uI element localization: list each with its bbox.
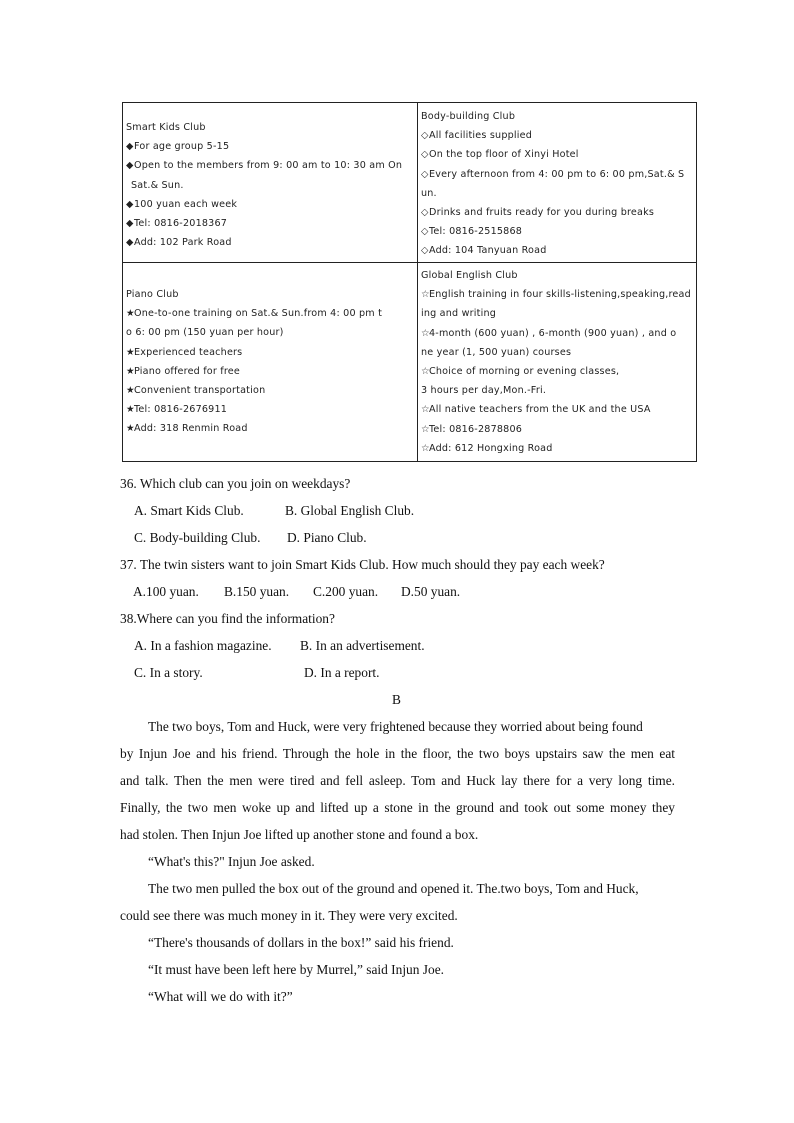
club-title: Global English Club: [421, 270, 518, 281]
clubs-advertisement-table: [122, 102, 697, 462]
section-heading: B: [392, 692, 401, 707]
club-title: Piano Club: [126, 289, 179, 300]
outline-star-bullet-icon: ☆: [421, 442, 430, 454]
passage-line: and talk. Then the men were tired and fell asleep. Tom and Huck lay there for a very long time.: [120, 773, 675, 788]
global-english-club-cell: [418, 263, 697, 462]
club-title: Body-building Club: [421, 111, 516, 122]
piano-club-cell: [123, 263, 418, 462]
diamond-bullet-icon: ◆: [126, 237, 134, 249]
question-37-option-d: D.50 yuan.: [401, 584, 461, 599]
club-detail: ★Tel: 0816-2676911: [126, 400, 414, 419]
passage-line: Finally, the two men woke up and lifted up a stone in the ground and took out some money they: [120, 800, 675, 815]
club-detail: ne year (1, 500 yuan) courses: [421, 346, 572, 358]
club-detail: ◇Every afternoon from 4: 00 pm to 6: 00 pm,Sat.& S: [421, 165, 693, 184]
passage-line: “There's thousands of dollars in the box!” said his friend.: [148, 935, 454, 950]
club-detail: un.: [421, 187, 437, 199]
club-detail: ☆English training in four skills-listening,speaking,read: [421, 285, 693, 304]
club-detail: ★Piano offered for free: [126, 362, 414, 381]
club-detail: ◇On the top floor of Xinyi Hotel: [421, 145, 693, 164]
question-36-option-d: D. Piano Club.: [287, 530, 367, 545]
smart-kids-club-cell: [123, 103, 418, 263]
passage-line: The two men pulled the box out of the ground and opened it. The.two boys, Tom and Huck,: [148, 881, 639, 896]
club-detail: ◆100 yuan each week: [126, 195, 414, 214]
star-bullet-icon: ★: [126, 423, 135, 435]
club-detail: ◇Drinks and fruits ready for you during breaks: [421, 203, 693, 222]
club-detail: Sat.& Sun.: [131, 179, 184, 191]
outline-diamond-bullet-icon: ◇: [421, 226, 429, 238]
star-bullet-icon: ★: [126, 404, 135, 416]
question-38-stem: 38.Where can you find the information?: [120, 611, 335, 626]
club-detail: ☆4-month (600 yuan) , 6-month (900 yuan) , and o: [421, 324, 693, 343]
question-37-option-a: A.100 yuan.: [133, 584, 199, 599]
question-37-option-c: C.200 yuan.: [313, 584, 379, 599]
outline-star-bullet-icon: ☆: [421, 365, 430, 377]
outline-star-bullet-icon: ☆: [421, 289, 430, 301]
outline-diamond-bullet-icon: ◇: [421, 245, 429, 257]
question-38-option-a: A. In a fashion magazine.: [134, 638, 272, 653]
outline-diamond-bullet-icon: ◇: [421, 149, 429, 161]
diamond-bullet-icon: ◆: [126, 160, 134, 172]
question-38-option-c: C. In a story.: [134, 665, 203, 680]
question-37-option-b: B.150 yuan.: [224, 584, 290, 599]
star-bullet-icon: ★: [126, 365, 135, 377]
outline-star-bullet-icon: ☆: [421, 423, 430, 435]
diamond-bullet-icon: ◆: [126, 141, 134, 153]
question-38-option-d: D. In a report.: [304, 665, 380, 680]
club-detail: ◆Add: 102 Park Road: [126, 233, 414, 252]
question-36-stem: 36. Which club can you join on weekdays?: [120, 476, 351, 491]
club-detail: ☆Choice of morning or evening classes,: [421, 362, 693, 381]
club-detail: 3 hours per day,Mon.-Fri.: [421, 385, 547, 397]
club-detail: ing and writing: [421, 308, 497, 320]
passage-line: The two boys, Tom and Huck, were very frightened because they worried about being found: [148, 719, 643, 734]
club-detail: ◆Open to the members from 9: 00 am to 10: 30 am On: [126, 156, 414, 175]
star-bullet-icon: ★: [126, 308, 135, 320]
club-detail: ☆All native teachers from the UK and the USA: [421, 400, 693, 419]
outline-diamond-bullet-icon: ◇: [421, 130, 429, 142]
question-37-stem: 37. The twin sisters want to join Smart Kids Club. How much should they pay each week?: [120, 557, 605, 572]
club-detail: ◆For age group 5-15: [126, 137, 414, 156]
question-36-option-c: C. Body-building Club.: [134, 530, 261, 545]
club-detail: ◇All facilities supplied: [421, 126, 693, 145]
club-detail: ◇Add: 104 Tanyuan Road: [421, 241, 693, 260]
club-detail: ◇Tel: 0816-2515868: [421, 222, 693, 241]
passage-line: could see there was much money in it. They were very excited.: [120, 908, 458, 923]
star-bullet-icon: ★: [126, 346, 135, 358]
passage-line: had stolen. Then Injun Joe lifted up another stone and found a box.: [120, 827, 479, 842]
diamond-bullet-icon: ◆: [126, 217, 134, 229]
club-title: Smart Kids Club: [126, 122, 206, 133]
outline-star-bullet-icon: ☆: [421, 404, 430, 416]
question-36-option-a: A. Smart Kids Club.: [134, 503, 244, 518]
star-bullet-icon: ★: [126, 384, 135, 396]
diamond-bullet-icon: ◆: [126, 198, 134, 210]
club-detail: ★Add: 318 Renmin Road: [126, 419, 414, 438]
outline-diamond-bullet-icon: ◇: [421, 206, 429, 218]
outline-diamond-bullet-icon: ◇: [421, 168, 429, 180]
body-building-club-cell: [418, 103, 697, 263]
club-detail: ◆Tel: 0816-2018367: [126, 214, 414, 233]
outline-star-bullet-icon: ☆: [421, 327, 430, 339]
passage-line: “What will we do with it?”: [148, 989, 293, 1004]
club-detail: ★Convenient transportation: [126, 381, 414, 400]
club-detail: o 6: 00 pm (150 yuan per hour): [126, 327, 284, 339]
passage-line: “It must have been left here by Murrel,” said Injun Joe.: [148, 962, 444, 977]
question-36-option-b: B. Global English Club.: [285, 503, 415, 518]
club-detail: ★Experienced teachers: [126, 343, 414, 362]
club-detail: ★One-to-one training on Sat.& Sun.from 4: 00 pm t: [126, 304, 414, 323]
passage-line: by Injun Joe and his friend. Through the hole in the floor, the two boys upstairs saw the men eat: [120, 746, 675, 761]
question-38-option-b: B. In an advertisement.: [300, 638, 425, 653]
club-detail: ☆Add: 612 Hongxing Road: [421, 439, 693, 458]
club-detail: ☆Tel: 0816-2878806: [421, 420, 693, 439]
passage-line: “What's this?" Injun Joe asked.: [148, 854, 315, 869]
